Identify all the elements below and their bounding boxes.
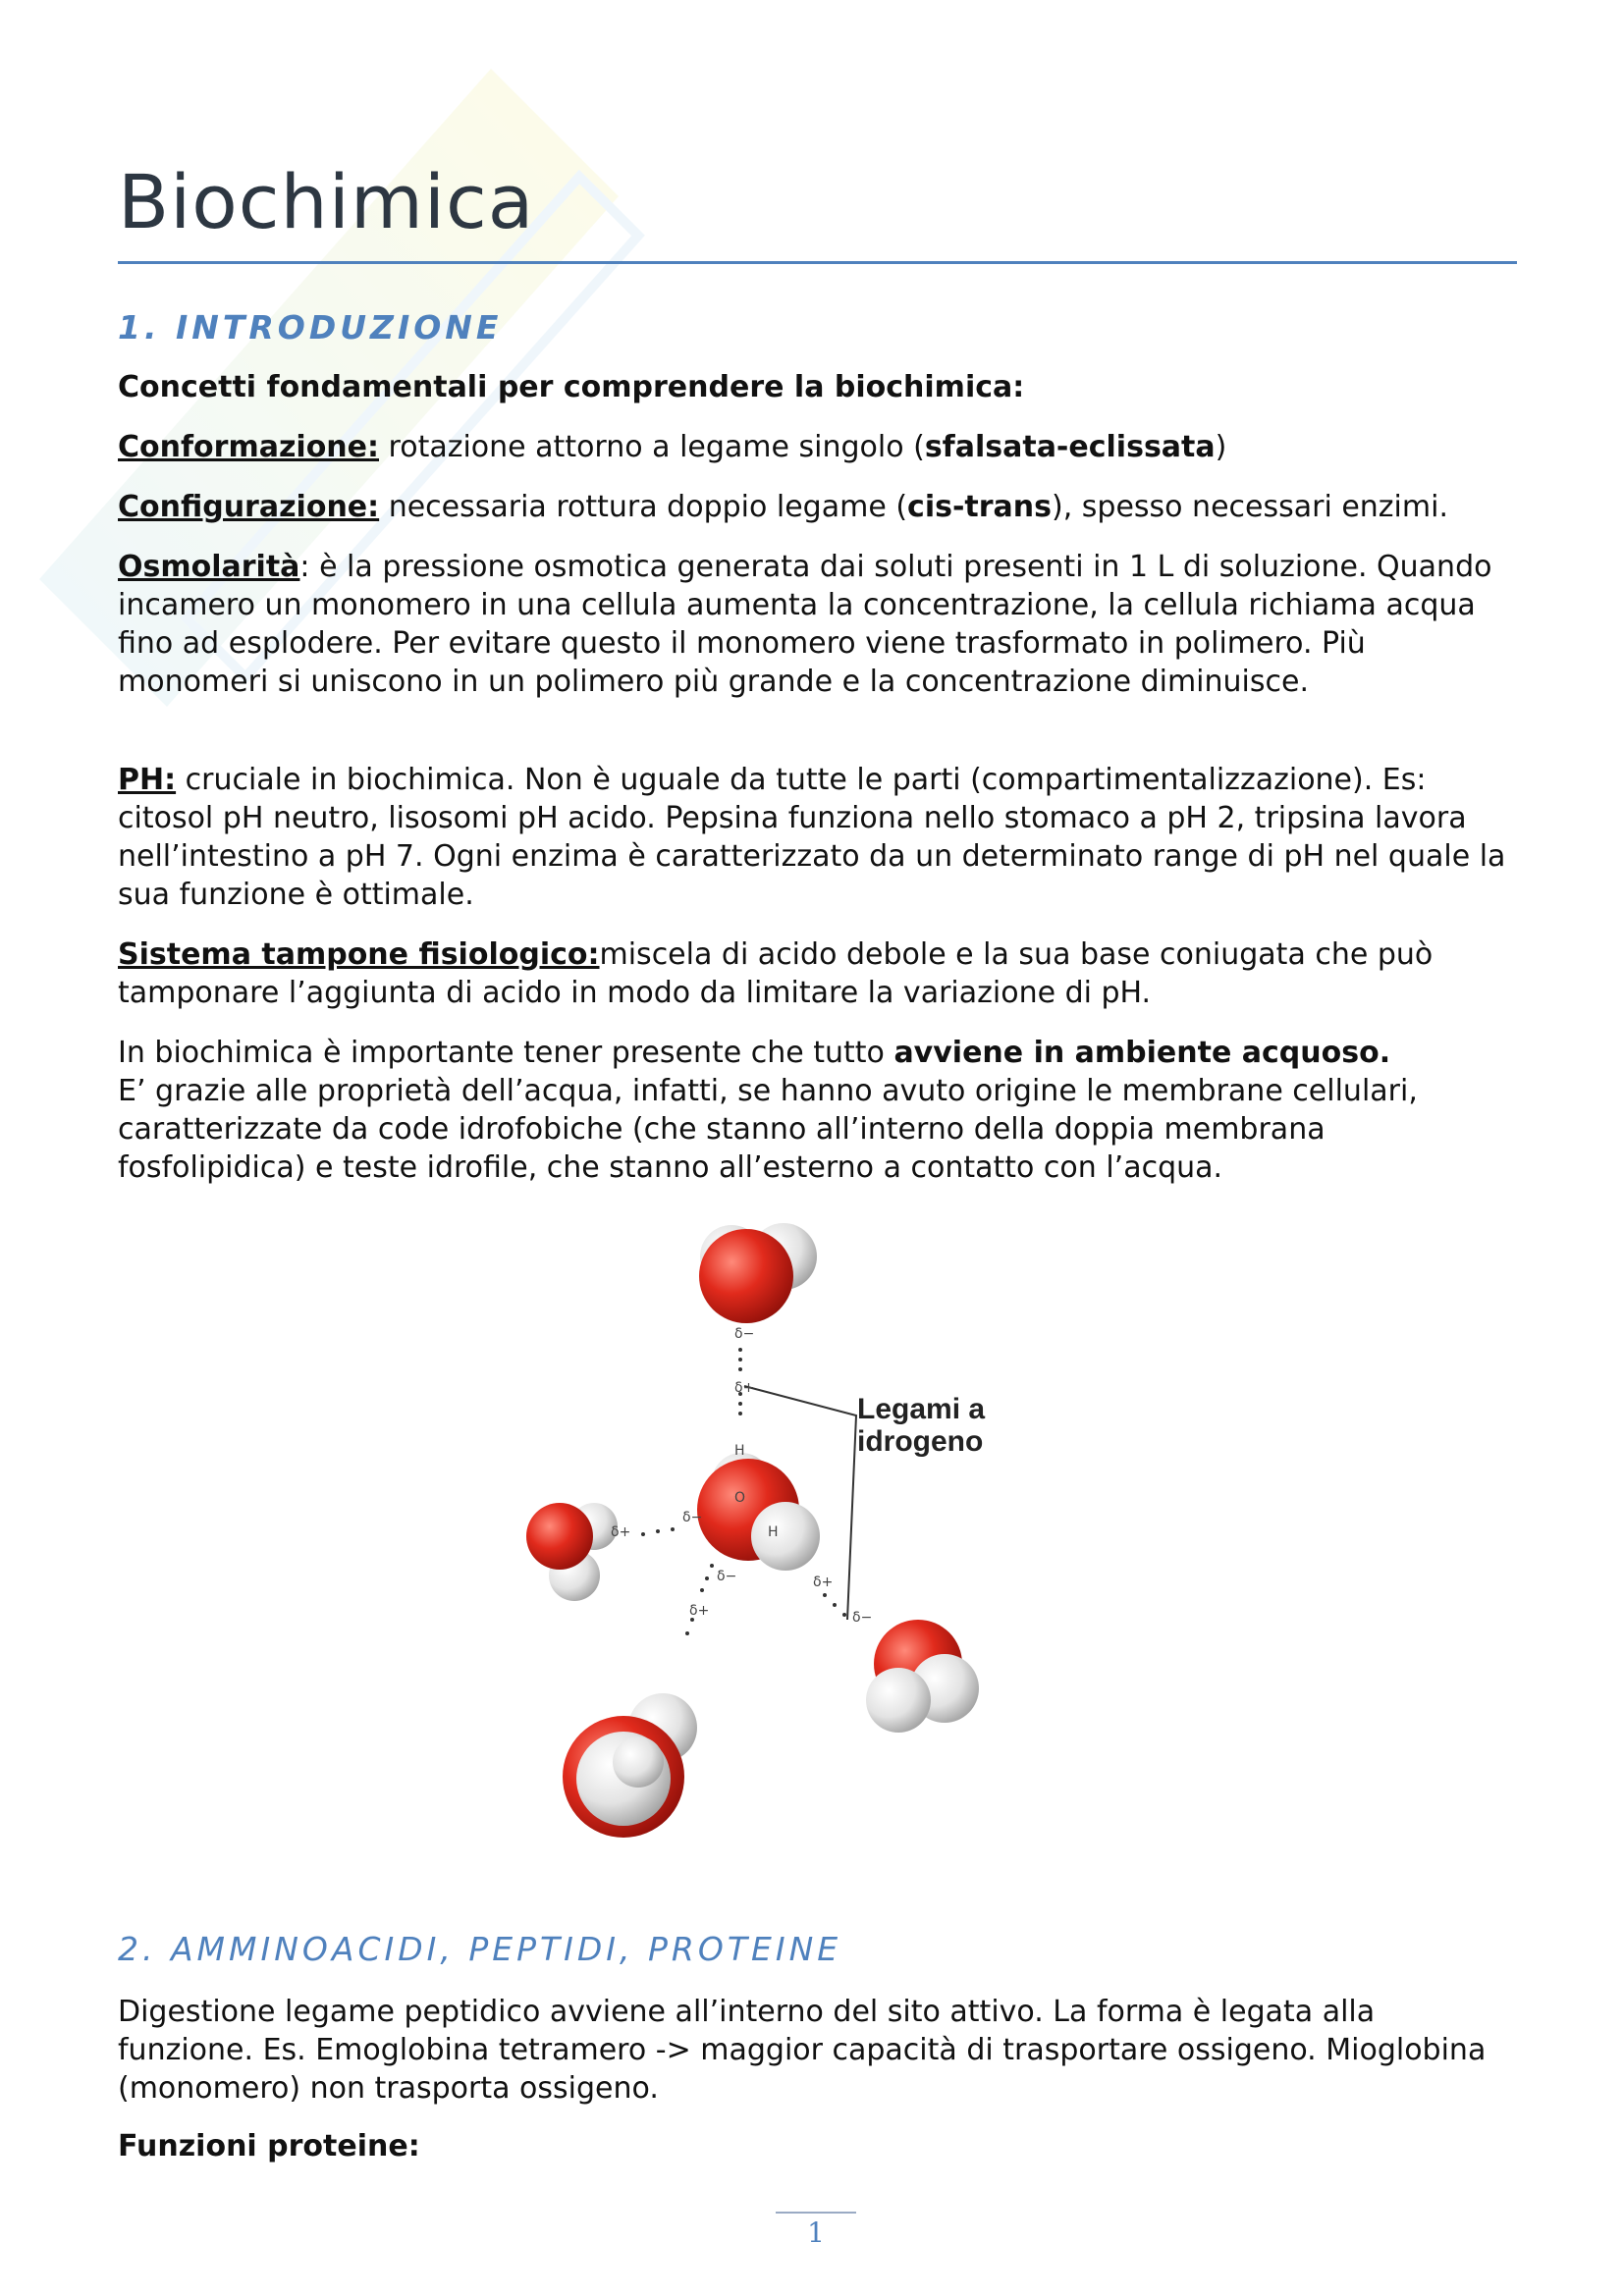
- delta-minus-top: δ−: [734, 1326, 755, 1342]
- digestione-paragraph: [118, 1993, 1517, 2108]
- configurazione-end: ), spesso necessari enzimi.: [1052, 490, 1448, 524]
- configurazione-paragraph: [118, 488, 1517, 526]
- funzioni-proteine-heading: Funzioni proteine:: [118, 2129, 420, 2163]
- configurazione-label: Configurazione:: [118, 490, 380, 524]
- conformazione-label: Conformazione:: [118, 430, 380, 464]
- page-number: 1: [807, 2216, 825, 2249]
- tampone-paragraph: [118, 935, 1517, 1012]
- ph-paragraph: [118, 761, 1517, 914]
- atom-label-h-2: H: [768, 1524, 779, 1540]
- delta-minus-left: δ−: [682, 1510, 703, 1525]
- delta-plus-bottom: δ+: [689, 1603, 710, 1619]
- delta-plus-top: δ+: [734, 1380, 755, 1396]
- section-heading-introduzione: 1. INTRODUZIONE: [118, 308, 503, 347]
- acqua-bold: avviene in ambiente acquoso.: [893, 1036, 1391, 1070]
- tampone-label: Sistema tampone fisiologico:: [118, 937, 600, 972]
- conformazione-bold: sfalsata-eclissata: [924, 430, 1216, 464]
- water-molecule-right: [866, 1620, 979, 1733]
- configurazione-bold: cis-trans: [907, 490, 1052, 524]
- delta-minus-right: δ−: [852, 1610, 873, 1626]
- delta-plus-right: δ+: [813, 1575, 834, 1590]
- conformazione-paragraph: [118, 428, 1517, 466]
- intro-paragraph: [118, 368, 1517, 406]
- funzioni-proteine-paragraph: [118, 2127, 1517, 2165]
- acqua-paragraph: [118, 1034, 1517, 1187]
- water-molecule-top: [699, 1223, 817, 1323]
- atom-label-o: O: [734, 1490, 746, 1506]
- osmolarita-paragraph: [118, 548, 1517, 701]
- configurazione-text: necessaria rottura doppio legame (: [379, 490, 908, 524]
- osmolarita-label: Osmolarità: [118, 550, 300, 584]
- acqua-text-2: E’ grazie alle proprietà dell’acqua, infatti, se hanno avuto origine le membrane cellulari, caratterizzate da code idrofobiche (che stanno all’interno della doppia membrana fosfolipidica) e teste idrofile, che stanno all’esterno a contatto con l’acqua.: [118, 1074, 1418, 1185]
- tampone-text: miscela di acido debole e la sua base coniugata che può tamponare l’aggiunta di acido in modo da limitare la variazione di pH.: [118, 937, 1434, 1010]
- water-molecule-left: [526, 1503, 618, 1601]
- delta-minus-bottom: δ−: [717, 1569, 737, 1584]
- acqua-text-1: In biochimica è importante tener presente che tutto: [118, 1036, 894, 1070]
- intro-text: Concetti fondamentali per comprendere la biochimica:: [118, 370, 1025, 404]
- section-heading-amminoacidi: 2. AMMINOACIDI, PEPTIDI, PROTEINE: [118, 1930, 842, 1968]
- water-hydrogen-bonds-figure: [481, 1198, 1168, 1865]
- footer-divider: [776, 2212, 856, 2214]
- legend-line-1: Legami a: [857, 1393, 986, 1425]
- ph-text: cruciale in biochimica. Non è uguale da tutte le parti (compartimentalizzazione). Es: citosol pH neutro, lisosomi pH acido. Pepsina funziona nello stomaco a pH 2, tripsina lavora nell’intestino a pH 7. Ogni enzima è caratterizzato da un determinato range di pH nel quale la sua funzione è ottimale.: [118, 763, 1506, 912]
- legend-line-2: idrogeno: [857, 1425, 984, 1458]
- osmolarita-text: : è la pressione osmotica generata dai soluti presenti in 1 L di soluzione. Quando incamero un monomero in una cellula aumenta la concentrazione, la cellula richiama acqua fino ad esplodere. Per evitare questo il monomero viene trasformato in polimero. Più monomeri si uniscono in un polimero più grande e la concentrazione diminuisce.: [118, 550, 1492, 699]
- ph-label: PH:: [118, 763, 177, 797]
- conformazione-text: rotazione attorno a legame singolo (: [379, 430, 925, 464]
- conformazione-end: ): [1215, 430, 1227, 464]
- delta-plus-left: δ+: [611, 1524, 631, 1540]
- document-title: Biochimica: [118, 158, 535, 245]
- digestione-text: Digestione legame peptidico avviene all’interno del sito attivo. La forma è legata alla funzione. Es. Emoglobina tetramero -> maggior capacità di trasportare ossigeno. Mioglobina (monomero) non trasporta ossigeno.: [118, 1995, 1487, 2106]
- water-molecule-bottom: [563, 1693, 697, 1838]
- atom-label-h-1: H: [734, 1443, 745, 1459]
- water-molecule-center: [697, 1453, 820, 1571]
- title-divider: [118, 261, 1517, 264]
